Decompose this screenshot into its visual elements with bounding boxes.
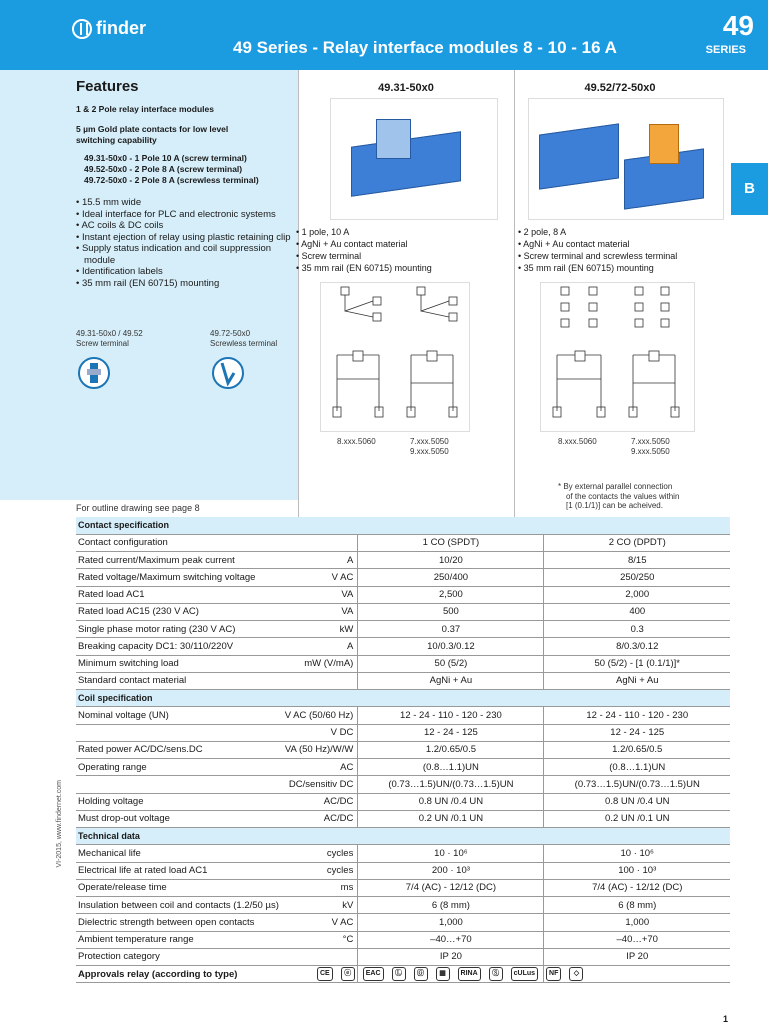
table-row (76, 707, 730, 724)
culus-mark-icon: cULus (511, 967, 538, 981)
model-line: 49.72-50x0 - 2 Pole 8 A (screwless terminal) (84, 175, 259, 185)
row-label: Holding voltage (76, 793, 281, 810)
value-col1: 0.8 UN /0.4 UN (358, 793, 544, 810)
value-col1: –40…+70 (358, 931, 544, 948)
value-col2: (0.8…1.1)UN (544, 759, 730, 776)
row-label: Operating range (76, 759, 281, 776)
value-col1: 50 (5/2) (358, 655, 544, 672)
footnote-line: * By external parallel connection (558, 482, 673, 491)
row-unit: V AC (281, 914, 358, 931)
row-label: Rated load AC15 (230 V AC) (76, 603, 281, 620)
diagram-caption: 9.xxx.5050 (410, 447, 449, 456)
value-col1: (0.8…1.1)UN (358, 759, 544, 776)
table-row (76, 931, 730, 948)
value-col2: 100 · 10³ (544, 862, 730, 879)
list-item: • AgNi + Au contact material (296, 239, 408, 249)
row-label: Rated current/Maximum peak current (76, 552, 281, 569)
outline-reference: For outline drawing see page 8 (76, 503, 200, 513)
list-item: • Ideal interface for PLC and electronic systems (76, 208, 276, 220)
footnote-line: of the contacts the values within (566, 491, 680, 501)
row-unit: cycles (281, 845, 358, 862)
row-label: Rated load AC1 (76, 586, 281, 603)
row-label: Protection category (76, 948, 281, 965)
section-header: Technical data (76, 828, 730, 845)
table-row (76, 897, 730, 914)
eac-mark-icon: EAC (363, 967, 384, 981)
relay-body (649, 124, 679, 164)
wiring-diagram-1 (320, 282, 470, 432)
column-title-1: 49.31-50x0 (378, 82, 434, 94)
column-divider (298, 70, 299, 517)
circuit-diagram-icon (321, 283, 471, 433)
series-number: 49 (722, 10, 754, 41)
value-col1: 500 (358, 603, 544, 620)
value-col1: 12 - 24 - 125 (358, 724, 544, 741)
value-col1: 1,000 (358, 914, 544, 931)
table-row (76, 552, 730, 569)
header-bar (0, 0, 768, 70)
row-label: Rated voltage/Maximum switching voltage (76, 569, 281, 586)
lloyds-mark-icon: Ⓛ (392, 967, 406, 981)
list-item: • 1 pole, 10 A (296, 227, 350, 237)
footnote-line: [1 (0.1/1)] can be acheived. (566, 501, 663, 510)
table-row (76, 845, 730, 862)
diagram-caption: 9.xxx.5050 (631, 447, 670, 456)
diagram-caption: 8.xxx.5060 (558, 437, 597, 446)
table-row (76, 655, 730, 672)
row-unit: cycles (281, 862, 358, 879)
table-row (76, 810, 730, 827)
table-row (76, 776, 730, 793)
model-line: 49.31-50x0 - 1 Pole 10 A (screw terminal) (84, 153, 247, 163)
list-item: • Screw terminal and screwless terminal (518, 251, 678, 261)
table-row (76, 741, 730, 758)
list-item: • 2 pole, 8 A (518, 227, 567, 237)
wiring-diagram-2 (540, 282, 695, 432)
spec-table (76, 517, 730, 983)
features-gold-2: switching capability (76, 135, 157, 145)
value-col2: 10 · 10⁶ (544, 845, 730, 862)
finder-logo (72, 18, 146, 39)
row-label: Rated power AC/DC/sens.DC (76, 741, 281, 758)
value-col2: AgNi + Au (544, 672, 730, 689)
value-col2: 0.2 UN /0.1 UN (544, 810, 730, 827)
nf-mark-icon: NF (546, 967, 561, 981)
value-col1: 200 · 10³ (358, 862, 544, 879)
terminal-sub-screwless: Screwless terminal (210, 339, 278, 348)
row-unit: VA (281, 586, 358, 603)
semko-mark-icon: Ⓢ (489, 967, 503, 981)
row-label: Contact configuration (76, 534, 281, 551)
row-unit: VA (281, 603, 358, 620)
row-unit (281, 672, 358, 689)
row-label: Standard contact material (76, 672, 281, 689)
column-title-2: 49.52/72-50x0 (584, 82, 656, 94)
row-label: Insulation between coil and contacts (1.2/50 µs) (76, 897, 281, 914)
footnote (558, 482, 679, 511)
row-label: Electrical life at rated load AC1 (76, 862, 281, 879)
table-row (76, 914, 730, 931)
row-unit: °C (281, 931, 358, 948)
row-unit (281, 948, 358, 965)
value-col2: (0.73…1.5)UN/(0.73…1.5)UN (544, 776, 730, 793)
screw-terminal-icon (78, 357, 110, 389)
diagram-caption: 8.xxx.5060 (337, 437, 376, 446)
value-col2: 2,000 (544, 586, 730, 603)
row-label: Breaking capacity DC1: 30/110/220V (76, 638, 281, 655)
circuit-diagram-icon (541, 283, 696, 433)
row-unit: V AC (50/60 Hz) (281, 707, 358, 724)
list-item: • 35 mm rail (EN 60715) mounting (76, 277, 220, 289)
value-col2: 1.2/0.65/0.5 (544, 741, 730, 758)
row-unit: DC/sensitiv DC (281, 776, 358, 793)
section-header: Coil specification (76, 690, 730, 707)
list-item: • 35 mm rail (EN 60715) mounting (296, 263, 432, 273)
row-unit: V DC (281, 724, 358, 741)
value-col2: 400 (544, 603, 730, 620)
diagram-caption: 7.xxx.5050 (410, 437, 449, 446)
screwless-terminal-icon (212, 357, 244, 389)
value-col1: 1.2/0.65/0.5 (358, 741, 544, 758)
col2-bullets (518, 226, 677, 274)
value-col2: 12 - 24 - 125 (544, 724, 730, 741)
features-intro: 1 & 2 Pole relay interface modules (76, 104, 214, 114)
list-item: • AgNi + Au contact material (518, 239, 630, 249)
value-col1: 10 · 10⁶ (358, 845, 544, 862)
relay-photo-2 (528, 98, 724, 220)
terminal-label-screw: 49.31-50x0 / 49.52 (76, 329, 143, 338)
col1-bullets (296, 226, 432, 274)
value-col1: 7/4 (AC) - 12/12 (DC) (358, 879, 544, 896)
row-unit: A (281, 552, 358, 569)
table-row (76, 724, 730, 741)
row-label (76, 776, 281, 793)
value-col1: 250/400 (358, 569, 544, 586)
ccc-mark-icon: ▦ (436, 967, 450, 981)
value-col2: IP 20 (544, 948, 730, 965)
model-line: 49.52-50x0 - 2 Pole 8 A (screw terminal) (84, 164, 243, 174)
value-col2: 6 (8 mm) (544, 897, 730, 914)
value-col2: 250/250 (544, 569, 730, 586)
section-header-row (76, 690, 730, 707)
table-row (76, 621, 730, 638)
value-col1: 6 (8 mm) (358, 897, 544, 914)
row-unit: A (281, 638, 358, 655)
table-row (76, 586, 730, 603)
ce-mark-icon: CE (317, 967, 333, 981)
list-item: • Instant ejection of relay using plastic retaining clip (76, 231, 291, 243)
table-row (76, 759, 730, 776)
value-col1: 0.37 (358, 621, 544, 638)
terminal-sub-screw: Screw terminal (76, 339, 129, 348)
row-label: Ambient temperature range (76, 931, 281, 948)
relay-body (376, 119, 411, 159)
list-item: • AC coils & DC coils (76, 220, 164, 231)
row-unit: kW (281, 621, 358, 638)
row-label: Must drop-out voltage (76, 810, 281, 827)
features-bullet-list (76, 197, 294, 289)
row-unit: AC (281, 759, 358, 776)
section-header-row (76, 828, 730, 845)
diagram-caption: 7.xxx.5050 (631, 437, 670, 446)
list-item: • Identification labels (76, 266, 163, 277)
row-unit: kV (281, 897, 358, 914)
features-gold-1: 5 µm Gold plate contacts for low level (76, 124, 229, 134)
list-item: • Supply status indication and coil suppression module (76, 243, 272, 266)
side-text: VI-2015, www.findernet.com (56, 780, 63, 868)
value-col1: 1 CO (SPDT) (358, 534, 544, 551)
gost-mark-icon: Ⓖ (414, 967, 428, 981)
row-label: Dielectric strength between open contacts (76, 914, 281, 931)
finder-logo-icon (72, 19, 92, 39)
section-tab-b[interactable]: B (731, 163, 768, 215)
row-unit: ms (281, 879, 358, 896)
series-label: SERIES (705, 44, 746, 56)
value-col2: 0.3 (544, 621, 730, 638)
value-col1: 0.2 UN /0.1 UN (358, 810, 544, 827)
rina-mark-icon: RINA (458, 967, 481, 981)
row-label: Nominal voltage (UN) (76, 707, 281, 724)
table-row (76, 862, 730, 879)
terminal-label-screwless: 49.72-50x0 (210, 329, 251, 338)
value-col2: 8/15 (544, 552, 730, 569)
e-mark-icon: ⓔ (341, 967, 355, 981)
value-col2: 7/4 (AC) - 12/12 (DC) (544, 879, 730, 896)
value-col2: 8/0.3/0.12 (544, 638, 730, 655)
value-col1: 10/20 (358, 552, 544, 569)
table-row (76, 569, 730, 586)
page-number: 1 (722, 1014, 728, 1024)
row-unit: AC/DC (281, 793, 358, 810)
row-label (76, 724, 281, 741)
row-unit: mW (V/mA) (281, 655, 358, 672)
row-unit: V AC (281, 569, 358, 586)
relay-photo-1 (330, 98, 498, 220)
table-row (76, 672, 730, 689)
table-row (76, 534, 730, 551)
brand-name: finder (96, 18, 147, 38)
value-col2: –40…+70 (544, 931, 730, 948)
relay-base (539, 123, 619, 189)
value-col1: 2,500 (358, 586, 544, 603)
list-item: • Screw terminal (296, 251, 362, 261)
value-col2: 12 - 24 - 110 - 120 - 230 (544, 707, 730, 724)
section-header: Contact specification (76, 517, 730, 534)
row-label: Operate/release time (76, 879, 281, 896)
value-col2: 2 CO (DPDT) (544, 534, 730, 551)
list-item: • 35 mm rail (EN 60715) mounting (518, 263, 654, 273)
row-unit: VA (50 Hz)/W/W (281, 741, 358, 758)
features-title: Features (76, 78, 139, 95)
value-col1: AgNi + Au (358, 672, 544, 689)
row-label: Single phase motor rating (230 V AC) (76, 621, 281, 638)
section-header-row (76, 517, 730, 534)
value-col1: 10/0.3/0.12 (358, 638, 544, 655)
page-title: 49 Series - Relay interface modules 8 - 10 - 16 A (233, 38, 617, 57)
row-label: Mechanical life (76, 845, 281, 862)
value-col1: 12 - 24 - 110 - 120 - 230 (358, 707, 544, 724)
list-item: • 15.5 mm wide (76, 197, 142, 208)
vde-mark-icon: ◇ (569, 967, 583, 981)
approval-marks (317, 967, 583, 981)
row-label: Approvals relay (according to type) (76, 966, 281, 983)
table-row (76, 948, 730, 965)
table-row (76, 603, 730, 620)
row-unit: AC/DC (281, 810, 358, 827)
table-row (76, 638, 730, 655)
row-label: Minimum switching load (76, 655, 281, 672)
value-col2: 50 (5/2) - [1 (0.1/1)]* (544, 655, 730, 672)
table-row (76, 879, 730, 896)
column-divider (514, 70, 515, 517)
table-row (76, 793, 730, 810)
value-col2: 1,000 (544, 914, 730, 931)
row-unit (281, 534, 358, 551)
value-col1: (0.73…1.5)UN/(0.73…1.5)UN (358, 776, 544, 793)
value-col2: 0.8 UN /0.4 UN (544, 793, 730, 810)
value-col1: IP 20 (358, 948, 544, 965)
